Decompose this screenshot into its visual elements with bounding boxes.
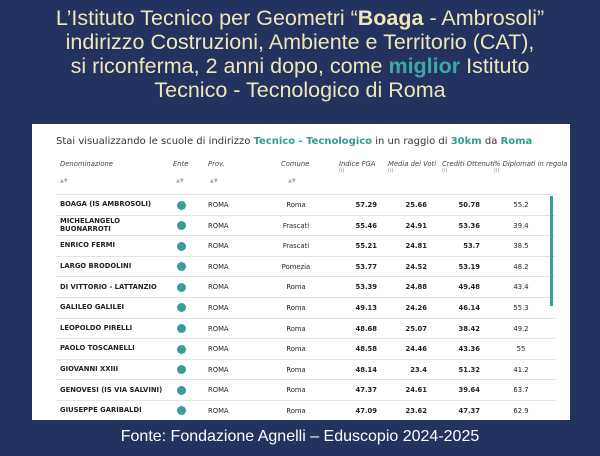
ente-icon	[177, 195, 186, 215]
municipality: Roma	[286, 303, 306, 312]
province: ROMA	[208, 262, 229, 271]
municipality: Frascati	[282, 242, 310, 251]
municipality: Roma	[286, 365, 306, 374]
ente-icon	[177, 216, 186, 236]
school-name[interactable]: GIOVANNI XXIII	[60, 365, 119, 373]
ente-icon	[177, 360, 186, 380]
headline	[0, 6, 600, 102]
province: ROMA	[208, 242, 229, 251]
ente-icon	[177, 401, 186, 420]
sort-icon[interactable]: ▲▼	[60, 178, 68, 184]
province: ROMA	[208, 406, 229, 415]
school-name[interactable]: PAOLO TOSCANELLI	[60, 344, 135, 353]
indice-fga: 48.14	[355, 365, 377, 374]
ente-icon	[177, 319, 186, 339]
table-row[interactable]	[56, 194, 556, 215]
school-name[interactable]: BOAGA (IS AMBROSOLI)	[60, 200, 151, 209]
school-name[interactable]: GIUSEPPE GARIBALDI	[60, 406, 142, 415]
ente-icon	[177, 277, 186, 297]
crediti-ottenuti: 43.36	[458, 345, 480, 354]
media-voti: 24.88	[405, 283, 427, 292]
media-voti: 23.4	[410, 365, 427, 374]
column-ente[interactable]: Ente	[173, 160, 189, 168]
indice-fga: 47.37	[355, 386, 377, 395]
media-voti: 24.91	[405, 221, 427, 230]
crediti-ottenuti: 53.7	[463, 242, 480, 251]
status-dot-icon	[177, 283, 186, 292]
media-voti: 24.46	[405, 345, 427, 354]
indice-fga: 48.68	[355, 324, 377, 333]
source-footer: Fonte: Fondazione Agnelli – Eduscopio 2024-2025	[120, 428, 480, 445]
crediti-ottenuti: 51.32	[458, 365, 480, 374]
table-row[interactable]	[56, 379, 556, 400]
media-voti: 24.81	[405, 242, 427, 251]
indice-fga: 53.77	[355, 262, 377, 271]
province: ROMA	[208, 201, 229, 209]
media-voti: 25.66	[405, 201, 427, 209]
status-dot-icon	[177, 303, 186, 312]
table-body	[56, 194, 556, 420]
school-name[interactable]: GALILEO GALILEI	[60, 303, 125, 312]
school-name[interactable]: ENRICO FERMI	[60, 241, 116, 250]
diplomati-regola: 39.4	[513, 221, 529, 230]
headline-line-2: indirizzo Costruzioni, Ambiente e Territorio (CAT),	[65, 30, 535, 54]
crediti-ottenuti: 50.78	[458, 201, 480, 209]
school-name[interactable]: DI VITTORIO - LATTANZIO	[60, 282, 157, 291]
diplomati-regola: 49.2	[513, 324, 529, 333]
sort-icon[interactable]: ▲▼	[210, 178, 218, 184]
indice-fga: 53.39	[355, 283, 377, 292]
school-name[interactable]: LEOPOLDO PIRELLI	[60, 323, 133, 332]
table-row[interactable]	[56, 256, 556, 277]
ente-icon	[177, 298, 186, 318]
headline-line-1: L’Istituto Tecnico per Geometri “Boaga - Ambrosoli”	[55, 6, 545, 30]
province: ROMA	[208, 345, 229, 354]
diplomati-regola: 41.2	[513, 365, 529, 374]
table-row[interactable]	[56, 400, 556, 420]
crediti-ottenuti: 47.37	[458, 406, 480, 415]
province: ROMA	[208, 303, 229, 312]
info-icon[interactable]: (i)	[494, 168, 500, 174]
info-icon[interactable]: (i)	[339, 168, 345, 174]
media-voti: 24.52	[405, 262, 427, 271]
province: ROMA	[208, 324, 229, 333]
diplomati-regola: 43.4	[513, 283, 529, 292]
province: ROMA	[208, 283, 229, 292]
municipality: Roma	[286, 386, 306, 395]
municipality: Roma	[286, 345, 306, 354]
municipality: Roma	[286, 283, 306, 292]
diplomati-regola: 55	[516, 345, 526, 354]
media-voti: 24.61	[405, 386, 427, 395]
column-indice-fga[interactable]: Indice FGA (i)	[339, 160, 376, 174]
status-dot-icon	[177, 406, 186, 415]
indice-fga: 47.09	[355, 406, 377, 415]
table-row[interactable]	[56, 318, 556, 339]
status-dot-icon	[177, 201, 186, 210]
municipality: Roma	[286, 201, 306, 209]
indice-fga: 49.13	[355, 303, 377, 312]
status-dot-icon	[177, 242, 186, 251]
table-row[interactable]	[56, 297, 556, 318]
school-name[interactable]: MICHELANGELO BUONARROTI	[60, 217, 120, 233]
column-comune[interactable]: Comune	[281, 160, 310, 168]
diplomati-regola: 55.2	[513, 201, 529, 209]
diplomati-regola: 48.2	[513, 262, 529, 271]
municipality: Frascati	[282, 221, 310, 230]
ente-icon	[177, 339, 186, 359]
scrollbar[interactable]	[550, 196, 553, 306]
column-diplomati[interactable]: % Diplomati in regola (i)	[494, 160, 568, 174]
column-crediti[interactable]: Crediti Ottenuti (i)	[442, 160, 495, 174]
province: ROMA	[208, 386, 229, 395]
status-dot-icon	[177, 365, 186, 374]
province: ROMA	[208, 365, 229, 374]
media-voti: 25.07	[405, 324, 427, 333]
table-row[interactable]	[56, 276, 556, 297]
indice-fga: 55.21	[355, 242, 377, 251]
diplomati-regola: 55.3	[513, 303, 529, 312]
diplomati-regola: 62.9	[513, 406, 529, 415]
status-dot-icon	[177, 386, 186, 395]
indice-fga: 57.29	[355, 201, 377, 209]
ente-icon	[177, 257, 186, 277]
diplomati-regola: 38.5	[513, 242, 529, 251]
ente-icon	[177, 380, 186, 400]
crediti-ottenuti: 39.64	[458, 386, 480, 395]
table-row[interactable]	[56, 359, 556, 380]
crediti-ottenuti: 53.36	[458, 221, 480, 230]
info-icon[interactable]: (i)	[388, 168, 394, 174]
table-header	[56, 160, 568, 194]
school-name[interactable]: GENOVESI (IS VIA SALVINI)	[60, 385, 163, 394]
headline-line-4: Tecnico - Tecnologico di Roma	[154, 78, 446, 102]
column-prov[interactable]: Prov.	[208, 160, 225, 168]
status-dot-icon	[177, 345, 186, 354]
info-icon[interactable]: (i)	[442, 168, 448, 174]
sort-icon[interactable]: ▲▼	[176, 178, 184, 184]
crediti-ottenuti: 38.42	[458, 324, 480, 333]
results-panel	[32, 124, 570, 420]
crediti-ottenuti: 53.19	[458, 262, 480, 271]
municipality: Roma	[286, 406, 306, 415]
status-dot-icon	[177, 262, 186, 271]
sort-icon[interactable]: ▲▼	[288, 178, 296, 184]
crediti-ottenuti: 46.14	[458, 303, 480, 312]
ente-icon	[177, 236, 186, 256]
school-name[interactable]: LARGO BRODOLINI	[60, 262, 132, 271]
status-dot-icon	[177, 221, 186, 230]
crediti-ottenuti: 49.48	[458, 283, 480, 292]
indice-fga: 48.58	[355, 345, 377, 354]
status-dot-icon	[177, 324, 186, 333]
province: ROMA	[208, 221, 229, 230]
municipality: Pomezia	[281, 262, 311, 271]
headline-line-3: si riconferma, 2 anni dopo, come miglior Istituto	[70, 54, 530, 78]
media-voti: 23.62	[405, 406, 427, 415]
municipality: Roma	[286, 324, 306, 333]
table-row[interactable]	[56, 338, 556, 359]
media-voti: 24.26	[405, 303, 427, 312]
column-media-voti[interactable]: Media dei Voti (i)	[388, 160, 437, 174]
panel-title: Stai visualizzando le scuole di indirizzo Tecnico - Tecnologico in un raggio di 30km da Roma	[56, 136, 533, 147]
indice-fga: 55.46	[355, 221, 377, 230]
table-row[interactable]	[56, 215, 556, 236]
diplomati-regola: 63.7	[513, 386, 529, 395]
column-denominazione[interactable]: Denominazione	[60, 160, 113, 168]
table-row[interactable]	[56, 235, 556, 256]
